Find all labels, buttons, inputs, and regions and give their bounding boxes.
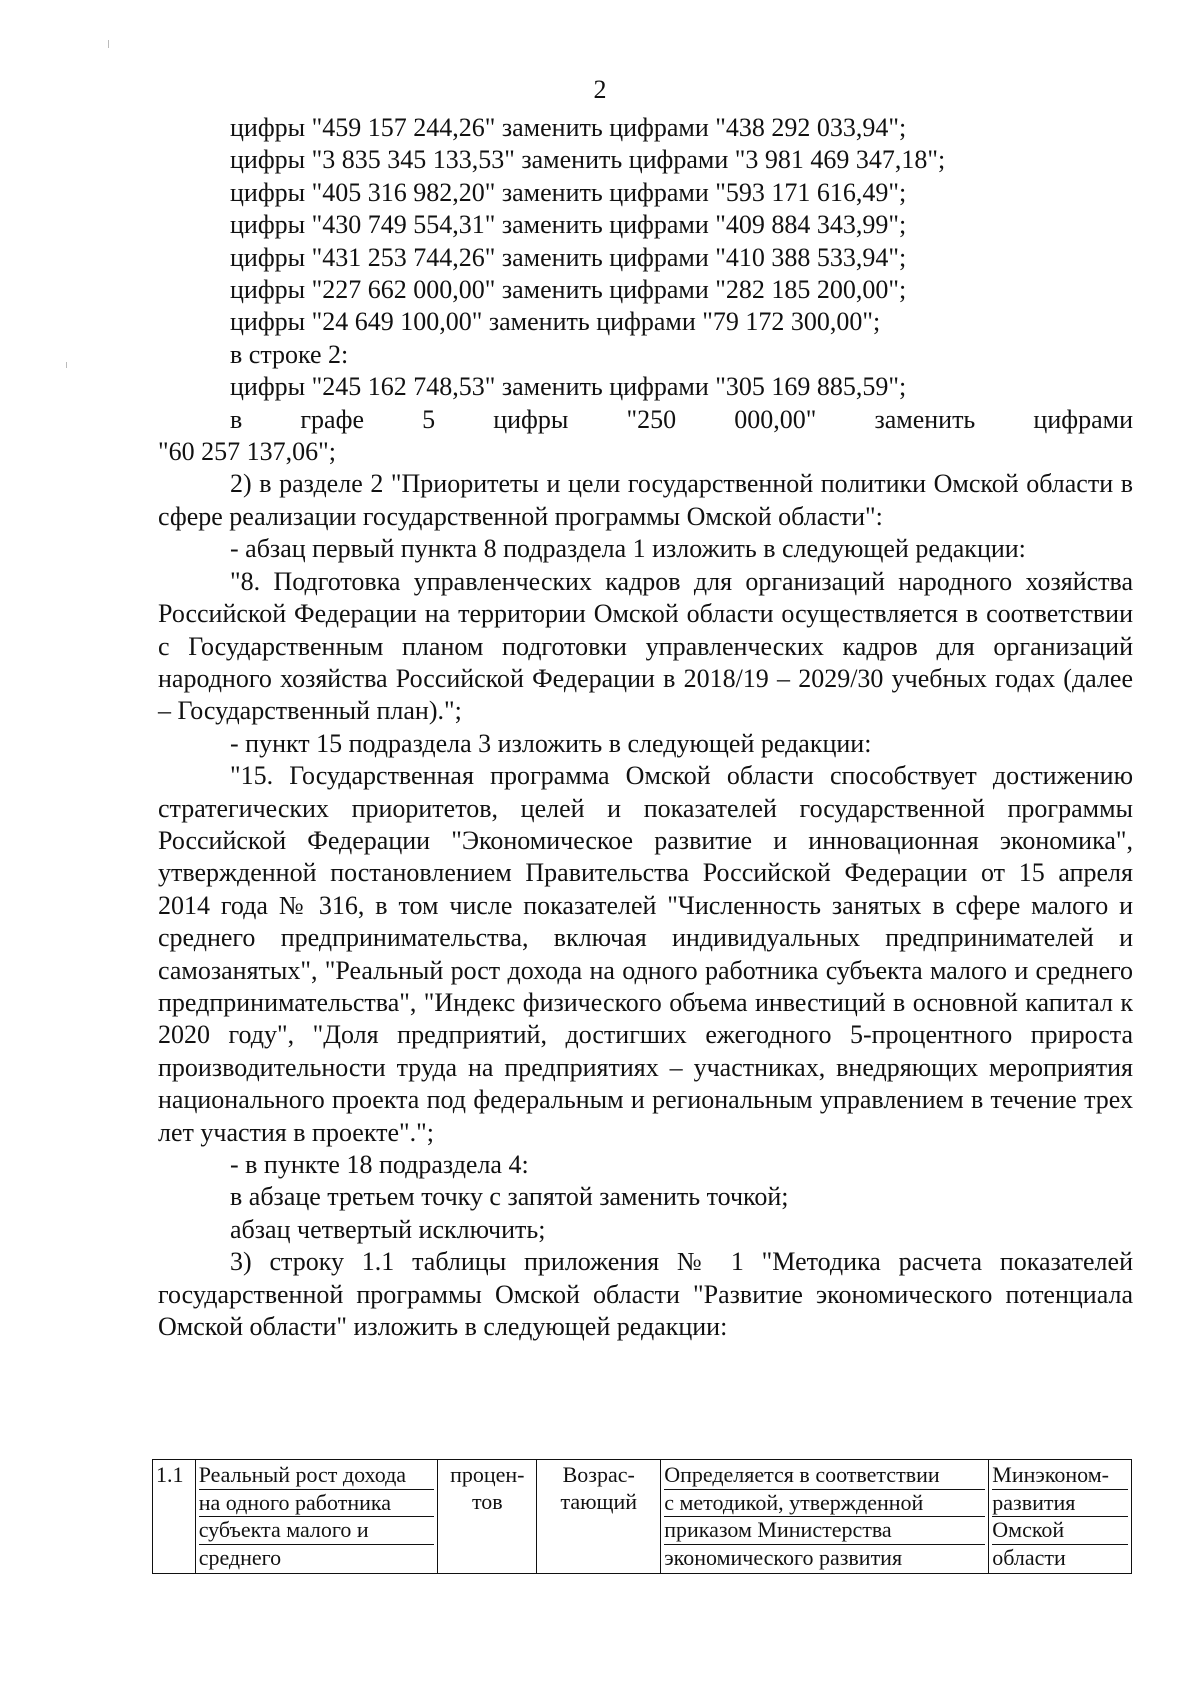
word: заменить: [874, 404, 976, 434]
cell-line: среднего: [198, 1544, 282, 1570]
cell-line: приказом Министерства: [664, 1517, 985, 1545]
method-cell: [661, 1460, 989, 1574]
replacement-line: цифры "245 162 748,53" заменить цифрами "305 169 885,59";: [230, 372, 907, 402]
cell-line: процен-: [450, 1462, 525, 1487]
responsible-org-cell: [989, 1460, 1132, 1574]
cell-line: экономического развития: [664, 1544, 903, 1570]
row-number-cell: [153, 1460, 196, 1574]
scan-speck: [108, 40, 109, 48]
section-3-paragraph: 3) строку 1.1 таблицы приложения № 1 "Методика расчета показателей государственной программы Омской области "Развитие экономического потенциала Омской области" изложить в следующей редакции:: [158, 1247, 1133, 1342]
word: в: [230, 404, 243, 434]
cell-line: тающий: [560, 1488, 638, 1514]
item-8-intro: - абзац первый пункта 8 подраздела 1 изложить в следующей редакции:: [230, 534, 1026, 564]
word: графе: [300, 404, 364, 434]
replacement-line: цифры "459 157 244,26" заменить цифрами "438 292 033,94";: [230, 113, 907, 142]
replacement-line: цифры "430 749 554,31" заменить цифрами "409 884 343,99";: [230, 210, 907, 240]
row-number: 1.1: [156, 1462, 184, 1487]
item-8-text: "8. Подготовка управленческих кадров для организаций народного хозяйства Российской Федерации на территории Омской области осуществляется в соответствии с Государственным планом подготовки управленческих кадров для организаций народного хозяйства Российской Федерации в 2018/19 – 2029/30 учебных годах (далее – Государственный план).";: [158, 566, 1133, 726]
replacement-list: [158, 112, 1133, 404]
cell-line: области: [992, 1544, 1066, 1570]
column-5-continuation: "60 257 137,06";: [158, 437, 336, 467]
word: 5: [422, 404, 436, 434]
cell-line: субъекта малого и: [199, 1517, 435, 1545]
word: цифрами: [1033, 404, 1133, 434]
replacement-line: цифры "431 253 744,26" заменить цифрами "410 388 533,94";: [230, 242, 907, 272]
cell-line: Возрас-: [562, 1462, 635, 1487]
item-18-remove: абзац четвертый исключить;: [230, 1214, 546, 1244]
replacement-line: цифры "24 649 100,00" заменить цифрами "79 172 300,00";: [230, 307, 881, 337]
replacement-line: цифры "3 835 345 133,53" заменить цифрами "3 981 469 347,18";: [230, 145, 946, 175]
section-2-paragraph: 2) в разделе 2 "Приоритеты и цели государственной политики Омской области в сфере реализации государственной программы Омской области":: [158, 469, 1133, 531]
document-body: [158, 112, 1133, 1343]
replacement-line: цифры "227 662 000,00" заменить цифрами "282 185 200,00";: [230, 275, 907, 305]
direction-cell: [537, 1460, 661, 1574]
column-5-line: [158, 404, 1133, 436]
word: 000,00": [734, 404, 817, 434]
page-number: 2: [593, 75, 607, 104]
cell-line: Минэконом-: [992, 1462, 1128, 1490]
indicator-table: [152, 1459, 1132, 1574]
replacement-line: цифры "405 316 982,20" заменить цифрами "593 171 616,49";: [230, 177, 907, 207]
item-15-text: "15. Государственная программа Омской области способствует достижению стратегических приоритетов, целей и показателей государственной программы Российской Федерации "Экономическое развитие и инновационная экономика", утвержденной постановлением Правительства Российской Федерации от 15 апреля 2014 года № 316, в том числе показателей "Численность занятых в сфере малого и среднего предпринимательства, включая индивидуальных предпринимателей и самозанятых", "Реальный рост дохода на одного работника субъекта малого и среднего предпринимательства", "Индекс физического объема инвестиций в основной капитал к 2020 году", "Доля предприятий, достигших ежегодного 5-процентного прироста производительности труда на предприятиях – участниках, внедряющих мероприятия национального проекта под федеральным и региональным управлением в течение трех лет участия в проекте".";: [158, 761, 1133, 1147]
word: "250: [626, 404, 677, 434]
cell-line: Определяется в соответствии: [664, 1462, 985, 1490]
cell-line: на одного работника: [199, 1490, 435, 1518]
item-18-intro: - в пункте 18 подраздела 4:: [230, 1150, 529, 1179]
cell-line: Омской: [992, 1517, 1128, 1545]
item-18-semicolon: в абзаце третьем точку с запятой заменить точкой;: [230, 1182, 789, 1212]
scan-speck: [66, 362, 67, 368]
item-15-intro: - пункт 15 подраздела 3 изложить в следующей редакции:: [230, 728, 872, 758]
word: цифры: [493, 404, 569, 434]
row-2-heading: в строке 2:: [230, 339, 349, 369]
cell-line: с методикой, утвержденной: [664, 1490, 985, 1518]
indicator-name-cell: [195, 1460, 438, 1574]
cell-line: тов: [471, 1488, 503, 1514]
table-row: [153, 1460, 1132, 1574]
cell-line: развития: [992, 1490, 1128, 1518]
unit-cell: [438, 1460, 537, 1574]
cell-line: Реальный рост дохода: [199, 1462, 435, 1490]
